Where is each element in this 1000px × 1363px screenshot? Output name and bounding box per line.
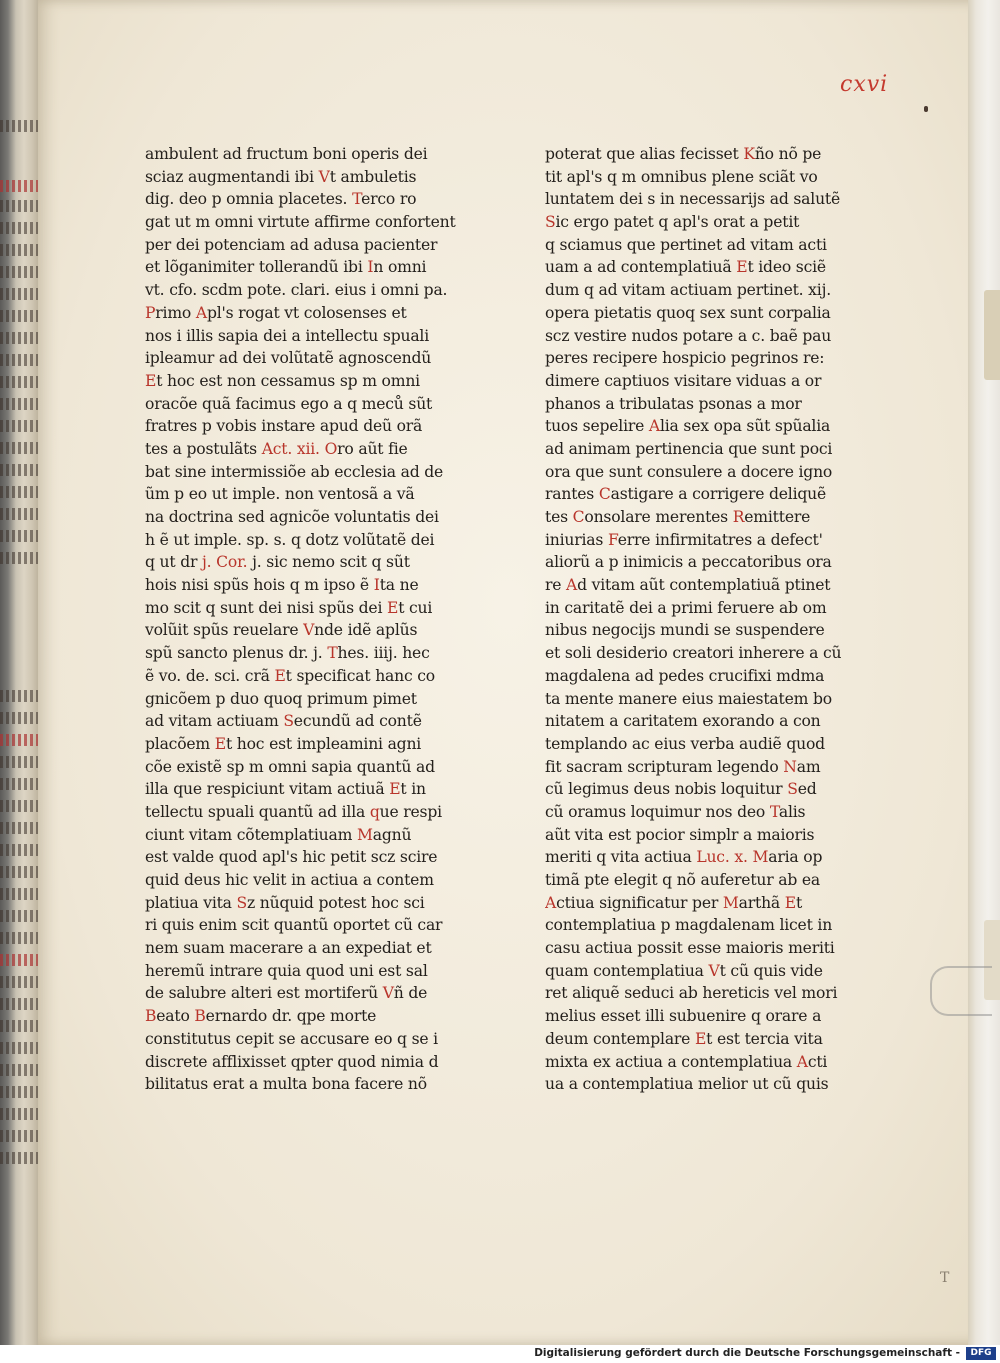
rubricated-text: E (694, 1029, 707, 1048)
text-line (545, 824, 875, 847)
text-segment: meriti q vita actiua (545, 848, 697, 867)
text-segment: ecundũ ad contẽ (293, 712, 422, 731)
text-segment: z nũquid potest hoc sci (247, 893, 425, 912)
text-segment: constitutus cepit se accusare eo q se i (145, 1029, 438, 1048)
text-segment: discrete afflixisset qpter quod nimia d (145, 1052, 439, 1071)
text-line (145, 166, 475, 189)
text-segment: cũ oramus loquimur nos deo (545, 802, 770, 821)
text-line (545, 642, 875, 665)
text-segment: ret aliquẽ seduci ab hereticis vel mori (545, 984, 838, 1003)
text-segment: ernardo dr. qpe morte (205, 1007, 377, 1026)
rubricated-text: q (369, 802, 380, 821)
text-line (145, 506, 475, 529)
rubricated-text: E (145, 371, 157, 390)
rubricated-text: N (783, 757, 797, 776)
text-segment: ri quis enim scit quantũ oportet cũ car (145, 916, 443, 935)
rubricated-text: S (787, 780, 798, 799)
text-segment: aũt vita est pocior simplr a maioris (545, 825, 815, 844)
facing-text-fragment (0, 822, 40, 834)
text-segment: lia sex opa sũt spũalia (659, 417, 831, 436)
text-segment: luntatem dei s in necessarijs ad salutẽ (545, 190, 841, 209)
text-segment: tuos sepelire (545, 417, 649, 436)
text-line (145, 302, 475, 325)
text-segment: ta mente manere eius maiestatem bo (545, 689, 832, 708)
text-segment: ua a contemplatiua melior ut cũ quis (545, 1075, 829, 1094)
text-line (145, 960, 475, 983)
text-segment: gat ut m omni virtute affirme confortent (145, 213, 456, 232)
facing-text-fragment (0, 866, 40, 878)
text-line (145, 642, 475, 665)
rubricated-text: C (598, 485, 611, 504)
text-segment: mixta ex actiua a contemplatiua (545, 1052, 797, 1071)
text-segment: spũ sancto plenus dr. j. (145, 644, 328, 663)
text-segment: ora que sunt consulere a docere igno (545, 462, 833, 481)
text-segment: j. sic nemo scit q sũt (247, 553, 410, 572)
text-line (545, 733, 875, 756)
text-line (545, 347, 875, 370)
text-segment: nitatem a caritatem exorando a con (545, 712, 821, 731)
text-segment: deum contemplare (545, 1029, 695, 1048)
text-segment: re (545, 576, 567, 595)
text-line (145, 461, 475, 484)
text-line (145, 483, 475, 506)
text-line (545, 325, 875, 348)
text-segment: aliorũ a p inimicis a peccatoribus ora (545, 553, 832, 572)
text-line (545, 279, 875, 302)
text-segment: templando ac eius verba audiẽ quod (545, 734, 825, 753)
text-line (145, 1051, 475, 1074)
rubricated-text: E (389, 780, 401, 799)
text-segment: tit apl's q m omnibus plene sciãt vo (545, 167, 818, 186)
text-segment: ctiua significatur per (556, 893, 723, 912)
text-line (545, 143, 875, 166)
text-line (545, 937, 875, 960)
text-segment: q sciamus que pertinet ad vitam acti (545, 235, 827, 254)
text-segment: tes a postulãts (145, 439, 262, 458)
text-segment: sciaz augmentandi ibi (145, 167, 319, 186)
text-segment: t cui (398, 598, 433, 617)
facing-text-fragment (0, 1130, 40, 1142)
rubricated-text: A (195, 303, 207, 322)
facing-text-fragment (0, 376, 40, 388)
text-segment: t in (400, 780, 426, 799)
facing-page-edge (0, 0, 40, 1345)
text-line (545, 483, 875, 506)
text-segment: emittere (744, 508, 811, 526)
ink-mark (924, 106, 928, 112)
text-segment: tes (545, 508, 573, 526)
rubricated-text: A (648, 417, 660, 436)
facing-text-fragment (0, 332, 40, 344)
text-segment: opera pietatis quoq sex sunt corpalia (545, 303, 831, 322)
text-line (145, 370, 475, 393)
text-line (545, 551, 875, 574)
rubricated-text: A (566, 576, 578, 595)
text-segment: ad animam pertinencia que sunt poci (545, 439, 833, 458)
text-segment: cti (807, 1052, 828, 1071)
rubricated-text: Luc. x. (696, 848, 748, 867)
rubricated-text: A (796, 1052, 808, 1071)
text-segment: t hoc est non cessamus sp m omni (156, 371, 420, 390)
text-line (545, 597, 875, 620)
text-segment: eato (156, 1007, 195, 1026)
folio-number: cxvi (840, 72, 889, 97)
text-segment: onsolare merentes (584, 508, 733, 526)
text-segment: erco ro (361, 190, 417, 209)
text-line (145, 551, 475, 574)
text-segment: phanos a tribulatas psonas a mor (545, 394, 802, 413)
text-segment: t ideo sciẽ (747, 258, 826, 277)
text-segment: cũ legimus deus nobis loquitur (545, 780, 788, 799)
text-segment: fit sacram scripturam legendo (545, 757, 784, 776)
rubricated-text: R (732, 508, 745, 526)
text-line (145, 143, 475, 166)
text-line (545, 688, 875, 711)
text-segment: quid deus hic velit in actiua a contem (145, 871, 434, 889)
facing-text-fragment (0, 442, 40, 454)
page-edge-right (968, 0, 1000, 1345)
facing-rubric-fragment (0, 954, 40, 966)
text-line (145, 982, 475, 1005)
text-segment: de salubre alteri est mortiferũ (145, 984, 383, 1003)
rubricated-text: M (722, 893, 739, 912)
text-segment: ed (797, 780, 817, 799)
facing-text-fragment (0, 288, 40, 300)
text-line (545, 506, 875, 529)
text-line (545, 574, 875, 597)
facing-text-fragment (0, 1086, 40, 1098)
text-line (545, 710, 875, 733)
text-line (545, 234, 875, 257)
text-segment: cõe existẽ sp m omni sapia quantũ ad (145, 757, 435, 776)
text-line (145, 937, 475, 960)
text-line (145, 1028, 475, 1051)
text-line (545, 778, 875, 801)
facing-text-fragment (0, 998, 40, 1010)
text-segment: hois nisi spũs hois q m ipso ẽ (145, 576, 374, 595)
facing-text-fragment (0, 508, 40, 520)
facing-text-fragment (0, 888, 40, 900)
rubricated-text: I (373, 576, 380, 595)
text-segment: gnicõem p duo quoq primum pimet (145, 689, 417, 708)
text-line (145, 393, 475, 416)
text-segment: bilitatus erat a multa bona facere nõ (145, 1075, 427, 1094)
text-segment: bat sine intermissiõe ab ecclesia ad de (145, 462, 444, 481)
facing-text-fragment (0, 552, 40, 564)
rubricated-text: S (283, 712, 294, 731)
text-line (145, 710, 475, 733)
facing-text-fragment (0, 778, 40, 790)
text-line (145, 846, 475, 869)
text-segment: fratres p vobis instare apud deũ orã (145, 417, 423, 436)
text-segment: nde idẽ aplũs (314, 621, 418, 640)
facing-text-fragment (0, 530, 40, 542)
rubricated-text: E (214, 734, 226, 753)
facing-text-fragment (0, 1042, 40, 1054)
text-line (145, 778, 475, 801)
facing-text-fragment (0, 1108, 40, 1120)
rubricated-text: F (607, 530, 618, 549)
text-line (145, 279, 475, 302)
text-line (145, 1073, 475, 1096)
text-line (145, 256, 475, 279)
text-segment: vt. cfo. scdm pote. clari. eius i omni pa. (145, 281, 448, 300)
text-line (145, 415, 475, 438)
rubricated-text: E (784, 893, 796, 912)
text-line (545, 1051, 875, 1074)
text-line (545, 1073, 875, 1096)
rubricated-text: C (572, 508, 585, 526)
text-segment: dig. deo p omnia placetes. (145, 190, 353, 209)
facing-text-fragment (0, 976, 40, 988)
text-segment: dimere captiuos visitare viduas a or (545, 371, 822, 390)
rubricated-text: T (352, 190, 362, 209)
text-segment: agnũ (372, 825, 412, 844)
facing-text-fragment (0, 398, 40, 410)
text-segment: est valde quod apl's hic petit scz scire (145, 848, 438, 867)
facing-text-fragment (0, 910, 40, 922)
text-segment: ambulent ad fructum boni operis dei (145, 145, 428, 163)
text-segment: ũm p eo ut imple. non ventosã a vã (145, 485, 415, 504)
text-segment: rimo (155, 303, 196, 322)
text-segment: platiua vita (145, 893, 237, 912)
text-line (545, 256, 875, 279)
facing-text-fragment (0, 712, 40, 724)
text-segment: am (796, 757, 821, 776)
facing-text-fragment (0, 266, 40, 278)
text-segment: magdalena ad pedes crucifixi mdma (545, 666, 825, 685)
text-segment: ad vitam actiuam (145, 712, 284, 731)
facing-text-fragment (0, 486, 40, 498)
text-segment: in caritatẽ dei a primi feruere ab om (545, 598, 827, 617)
facing-text-fragment (0, 310, 40, 322)
text-segment: et lõganimiter tollerandũ ibi (145, 258, 368, 277)
text-line (145, 619, 475, 642)
text-segment: t hoc est impleamini agni (225, 734, 422, 753)
text-segment: mo scit q sunt dei nisi spũs dei (145, 598, 388, 617)
rubricated-text: A (545, 893, 557, 912)
text-segment: t (795, 893, 803, 912)
text-segment: t cũ quis vide (719, 961, 823, 980)
text-segment: oracõe quã facimus ego a q meců sũt (145, 394, 433, 413)
footer-credit: Digitalisierung gefördert durch die Deutsche Forschungsgemeinschaft - (534, 1347, 960, 1359)
rubricated-text: E (387, 598, 399, 617)
text-segment: hes. iiij. hec (337, 644, 430, 663)
text-segment: nibus negocijs mundi se suspendere (545, 621, 825, 640)
facing-text-fragment (0, 1064, 40, 1076)
text-line (545, 393, 875, 416)
rubricated-text: E (274, 666, 286, 685)
facing-rubric-fragment (0, 180, 40, 192)
text-line (145, 529, 475, 552)
text-segment: placõem (145, 734, 215, 753)
text-segment: nem suam macerare a an expediat et (145, 939, 432, 958)
text-segment: uam a ad contemplatiuã (545, 258, 737, 277)
text-line (545, 914, 875, 937)
text-line (145, 234, 475, 257)
facing-text-fragment (0, 844, 40, 856)
page-clip (930, 966, 992, 1016)
text-segment: ic ergo patet q apl's orat a petit (555, 213, 800, 232)
text-segment: ñ de (393, 984, 428, 1003)
facing-text-fragment (0, 464, 40, 476)
text-segment: ẽ vo. de. sci. crã (145, 666, 275, 685)
rubricated-text: T (327, 644, 338, 663)
text-segment: iniurias (545, 530, 608, 549)
text-segment: rantes (545, 485, 599, 504)
text-line (545, 665, 875, 688)
text-segment: dum q ad vitam actiuam pertinet. xij. (545, 281, 831, 300)
text-line (545, 370, 875, 393)
page-tab (984, 290, 1000, 380)
facing-text-fragment (0, 120, 40, 132)
rubricated-text: V (382, 984, 394, 1003)
text-line (545, 438, 875, 461)
rubricated-text: O (324, 439, 338, 458)
facing-text-fragment (0, 1020, 40, 1032)
text-segment: ipleamur ad dei volũtatẽ agnoscendũ (145, 349, 432, 368)
rubricated-text: K (743, 145, 755, 163)
text-segment: d vitam aũt contemplatiuã ptinet (577, 576, 831, 595)
text-line (545, 166, 875, 189)
text-segment: quam contemplatiua (545, 961, 709, 980)
rubricated-text: V (318, 167, 330, 186)
text-line (145, 869, 475, 892)
text-line (545, 415, 875, 438)
text-line (545, 461, 875, 484)
text-line (145, 801, 475, 824)
text-line (545, 960, 875, 983)
text-segment: ño nõ pe (754, 145, 822, 163)
text-segment: ue respi (379, 802, 442, 821)
text-line (145, 733, 475, 756)
facing-text-fragment (0, 200, 40, 212)
text-line (545, 529, 875, 552)
text-line (145, 756, 475, 779)
text-segment: alis (778, 802, 806, 821)
text-segment: scz vestire nudos potare a c. baẽ pau (545, 326, 832, 345)
text-segment: casu actiua possit esse maioris meriti (545, 939, 835, 958)
facing-text-fragment (0, 222, 40, 234)
rubricated-text: Act. xii. (261, 439, 320, 458)
text-line (145, 892, 475, 915)
facing-text-fragment (0, 800, 40, 812)
text-segment: ciunt vitam cõtemplatiuam (145, 825, 357, 844)
rubricated-text: S (236, 893, 248, 912)
text-segment: q ut dr (145, 553, 202, 572)
text-segment: aria op (768, 848, 823, 867)
text-line (545, 1028, 875, 1051)
facing-text-fragment (0, 420, 40, 432)
text-column-right (545, 143, 875, 1096)
text-line (545, 801, 875, 824)
text-segment: t specificat hanc co (285, 666, 435, 685)
dfg-logo: DFG (966, 1347, 996, 1360)
text-segment: h ẽ ut imple. sp. s. q dotz volũtatẽ dei (145, 530, 435, 549)
text-segment: et soli desiderio creatori inherere a cũ (545, 644, 842, 663)
text-line (545, 892, 875, 915)
text-segment: n omni (373, 258, 427, 277)
text-column-left (145, 143, 475, 1096)
text-line (545, 302, 875, 325)
rubricated-text: P (145, 303, 156, 322)
text-segment: nos i illis sapia dei a intellectu spuali (145, 326, 430, 345)
text-segment: erre infirmitatres a defect' (617, 530, 823, 549)
text-line (145, 688, 475, 711)
text-segment: arthã (738, 893, 785, 912)
rubricated-text: j. Cor. (202, 553, 248, 572)
rubricated-text: S (545, 213, 556, 232)
text-segment: ta ne (379, 576, 419, 595)
text-segment: pl's rogat vt colosenses et (206, 303, 407, 322)
rubricated-text: E (736, 258, 748, 277)
facing-rubric-fragment (0, 734, 40, 746)
rubricated-text: B (145, 1007, 157, 1026)
text-segment: peres recipere hospicio pegrinos re: (545, 349, 825, 368)
rubricated-text: B (194, 1007, 206, 1026)
text-line (545, 1005, 875, 1028)
facing-text-fragment (0, 244, 40, 256)
text-line (545, 982, 875, 1005)
text-segment: na doctrina sed agnicõe voluntatis dei (145, 508, 439, 526)
text-line (145, 325, 475, 348)
text-segment: t ambuletis (329, 167, 417, 186)
rubricated-text: M (356, 825, 373, 844)
text-segment: astigare a corrigere deliquẽ (610, 485, 827, 504)
facing-text-fragment (0, 932, 40, 944)
facing-text-fragment (0, 690, 40, 702)
facing-text-fragment (0, 756, 40, 768)
text-segment: melius esset illi subuenire q orare a (545, 1007, 822, 1026)
text-segment: volũit spũs reuelare (145, 621, 304, 640)
text-segment: contemplatiua p magdalenam licet in (545, 916, 833, 935)
text-line (145, 1005, 475, 1028)
text-line (145, 665, 475, 688)
text-segment: timã pte elegit q nõ auferetur ab ea (545, 871, 820, 889)
text-line (145, 188, 475, 211)
text-segment: per dei potenciam ad adusa pacienter (145, 235, 438, 254)
facing-text-fragment (0, 354, 40, 366)
text-segment: t est tercia vita (706, 1029, 823, 1048)
text-line (545, 188, 875, 211)
rubricated-text: V (303, 621, 315, 640)
text-line (545, 869, 875, 892)
text-segment: poterat que alias fecisset (545, 145, 744, 163)
text-line (145, 438, 475, 461)
text-line (145, 914, 475, 937)
text-line (545, 756, 875, 779)
text-segment: tellectu spuali quantũ ad illa (145, 802, 370, 821)
text-segment: illa que respiciunt vitam actiuã (145, 780, 390, 799)
rubricated-text: I (367, 258, 374, 277)
facing-text-fragment (0, 1152, 40, 1164)
text-line (145, 574, 475, 597)
text-line (145, 824, 475, 847)
text-line (545, 846, 875, 869)
text-line (145, 597, 475, 620)
text-segment: ro aũt fie (337, 439, 408, 458)
text-line (145, 211, 475, 234)
text-line (545, 619, 875, 642)
text-segment: heremũ intrare quia quod uni est sal (145, 961, 428, 980)
corner-mark: T (940, 1270, 950, 1286)
text-line (145, 347, 475, 370)
rubricated-text: T (769, 802, 779, 821)
rubricated-text: M (752, 848, 769, 867)
rubricated-text: V (708, 961, 720, 980)
text-line (545, 211, 875, 234)
